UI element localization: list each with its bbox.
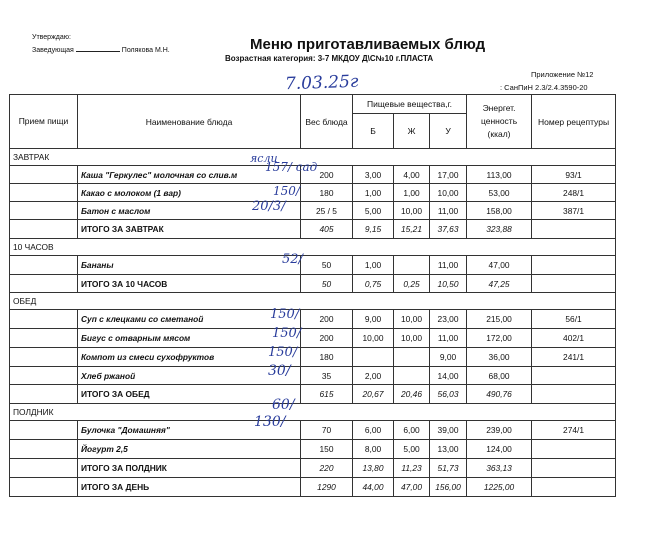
fat-value: 20,46 <box>394 385 430 404</box>
recipe-number <box>532 440 616 459</box>
col-protein: Б <box>353 114 394 149</box>
dish-name: Йогурт 2,5 <box>78 440 301 459</box>
total-row <box>10 385 616 404</box>
fat-value <box>394 367 430 385</box>
dish-name: Какао с молоком (1 вар) <box>78 184 301 202</box>
empty-meal-cell <box>10 256 78 275</box>
recipe-number <box>532 256 616 275</box>
carbs-value: 9,00 <box>430 348 467 367</box>
section-label: ПОЛДНИК <box>10 404 616 421</box>
recipe-number: 402/1 <box>532 329 616 348</box>
dish-name: Булочка "Домашняя" <box>78 421 301 440</box>
empty-meal-cell <box>10 385 78 404</box>
empty-meal-cell <box>10 166 78 184</box>
dish-row <box>10 440 616 459</box>
recipe-number: 387/1 <box>532 202 616 220</box>
handwritten-date: 7.03.25г <box>284 71 359 95</box>
fat-value: 5,00 <box>394 440 430 459</box>
dish-row <box>10 367 616 385</box>
col-meal: Прием пищи <box>10 95 78 149</box>
section-label: ЗАВТРАК <box>10 149 616 166</box>
carbs-value: 156,00 <box>430 478 467 497</box>
dish-row <box>10 256 616 275</box>
dish-row <box>10 202 616 220</box>
col-energy: Энергет. ценность (ккал) <box>467 95 532 149</box>
recipe-number <box>532 478 616 497</box>
empty-meal-cell <box>10 421 78 440</box>
dish-name: Батон с маслом <box>78 202 301 220</box>
menu-rows <box>10 149 616 497</box>
carbs-value: 13,00 <box>430 440 467 459</box>
recipe-number <box>532 275 616 293</box>
dish-weight: 615 <box>301 385 353 404</box>
head-label: Заведующая <box>32 47 74 54</box>
recipe-number: 56/1 <box>532 310 616 329</box>
fat-value: 1,00 <box>394 184 430 202</box>
fat-value: 6,00 <box>394 421 430 440</box>
fat-value: 0,25 <box>394 275 430 293</box>
fat-value: 15,21 <box>394 220 430 239</box>
carbs-value: 11,00 <box>430 202 467 220</box>
protein-value: 13,80 <box>353 459 394 478</box>
dish-name: Хлеб ржаной <box>78 367 301 385</box>
fat-value: 11,23 <box>394 459 430 478</box>
dish-weight: 405 <box>301 220 353 239</box>
protein-value: 6,00 <box>353 421 394 440</box>
recipe-number: 248/1 <box>532 184 616 202</box>
handwritten-note: ясли <box>250 151 278 165</box>
carbs-value: 17,00 <box>430 166 467 184</box>
fat-value: 10,00 <box>394 329 430 348</box>
handwritten-note: 52/ <box>282 251 303 267</box>
protein-value: 9,15 <box>353 220 394 239</box>
fat-value: 10,00 <box>394 202 430 220</box>
energy-value: 36,00 <box>467 348 532 367</box>
energy-value: 113,00 <box>467 166 532 184</box>
dish-row <box>10 329 616 348</box>
energy-value: 215,00 <box>467 310 532 329</box>
approved-label: Утверждаю: <box>32 34 71 41</box>
protein-value: 3,00 <box>353 166 394 184</box>
handwritten-note: 60/ <box>272 396 295 413</box>
handwritten-note: 150/ <box>270 306 300 322</box>
col-carbs: У <box>430 114 467 149</box>
energy-value: 47,25 <box>467 275 532 293</box>
head-name: Полякова М.Н. <box>121 47 170 54</box>
carbs-value: 37,63 <box>430 220 467 239</box>
dish-weight: 50 <box>301 256 353 275</box>
handwritten-note: 130/ <box>254 413 286 430</box>
dish-weight: 1290 <box>301 478 353 497</box>
section-row <box>10 239 616 256</box>
energy-value: 323,88 <box>467 220 532 239</box>
recipe-number: 274/1 <box>532 421 616 440</box>
energy-value: 172,00 <box>467 329 532 348</box>
total-row <box>10 220 616 239</box>
fat-value <box>394 348 430 367</box>
recipe-number <box>532 220 616 239</box>
protein-value: 2,00 <box>353 367 394 385</box>
empty-meal-cell <box>10 459 78 478</box>
dish-name: ИТОГО ЗА ПОЛДНИК <box>78 459 301 478</box>
col-fat: Ж <box>394 114 430 149</box>
carbs-value: 10,00 <box>430 184 467 202</box>
energy-value: 363,13 <box>467 459 532 478</box>
handwritten-note: 30/ <box>268 362 291 379</box>
energy-value: 1225,00 <box>467 478 532 497</box>
carbs-value: 11,00 <box>430 329 467 348</box>
carbs-value: 23,00 <box>430 310 467 329</box>
empty-meal-cell <box>10 202 78 220</box>
protein-value: 5,00 <box>353 202 394 220</box>
dish-weight: 200 <box>301 329 353 348</box>
handwritten-note: 20/3/ <box>252 198 286 214</box>
carbs-value: 14,00 <box>430 367 467 385</box>
page-title: Меню приготавливаемых блюд <box>250 36 486 53</box>
carbs-value: 56,03 <box>430 385 467 404</box>
total-row <box>10 478 616 497</box>
dish-name: ИТОГО ЗА ЗАВТРАК <box>78 220 301 239</box>
protein-value: 1,00 <box>353 184 394 202</box>
age-category: Возрастная категория: 3-7 МКДОУ Д\С№10 г.ПЛАСТА <box>225 54 434 63</box>
total-row <box>10 275 616 293</box>
energy-value: 239,00 <box>467 421 532 440</box>
signature-blank <box>76 51 120 52</box>
dish-name: Каша "Геркулес" молочная со слив.м <box>78 166 301 184</box>
energy-value: 68,00 <box>467 367 532 385</box>
section-row <box>10 293 616 310</box>
head-signature-line <box>32 47 170 54</box>
dish-name: Бананы <box>78 256 301 275</box>
carbs-value: 39,00 <box>430 421 467 440</box>
col-nutrients: Пищевые вещества,г. <box>353 95 467 114</box>
fat-value <box>394 256 430 275</box>
carbs-value: 10,50 <box>430 275 467 293</box>
header-row <box>10 95 616 114</box>
handwritten-note: 150/ <box>273 183 300 198</box>
empty-meal-cell <box>10 478 78 497</box>
recipe-number <box>532 367 616 385</box>
energy-value: 490,76 <box>467 385 532 404</box>
dish-row <box>10 348 616 367</box>
protein-value: 20,67 <box>353 385 394 404</box>
handwritten-note: 150/ <box>272 325 302 341</box>
recipe-number: 93/1 <box>532 166 616 184</box>
empty-meal-cell <box>10 184 78 202</box>
empty-meal-cell <box>10 310 78 329</box>
energy-value: 47,00 <box>467 256 532 275</box>
dish-name: Компот из смеси сухофруктов <box>78 348 301 367</box>
fat-value: 4,00 <box>394 166 430 184</box>
dish-weight: 25 / 5 <box>301 202 353 220</box>
fat-value: 10,00 <box>394 310 430 329</box>
dish-weight: 70 <box>301 421 353 440</box>
carbs-value: 51,73 <box>430 459 467 478</box>
col-dish: Наименование блюда <box>78 95 301 149</box>
carbs-value: 11,00 <box>430 256 467 275</box>
handwritten-note: 157/ сад <box>265 159 318 174</box>
protein-value: 9,00 <box>353 310 394 329</box>
dish-name: ИТОГО ЗА ДЕНЬ <box>78 478 301 497</box>
protein-value: 1,00 <box>353 256 394 275</box>
protein-value: 8,00 <box>353 440 394 459</box>
appendix-label: Приложение №12 <box>531 70 594 79</box>
dish-weight: 35 <box>301 367 353 385</box>
dish-weight: 200 <box>301 310 353 329</box>
section-row <box>10 404 616 421</box>
menu-table <box>9 94 616 497</box>
dish-row <box>10 310 616 329</box>
dish-name: Суп с клецками со сметаной <box>78 310 301 329</box>
dish-weight: 180 <box>301 184 353 202</box>
empty-meal-cell <box>10 348 78 367</box>
col-recipe: Номер рецептуры <box>532 95 616 149</box>
dish-weight: 50 <box>301 275 353 293</box>
energy-value: 53,00 <box>467 184 532 202</box>
dish-weight: 220 <box>301 459 353 478</box>
empty-meal-cell <box>10 275 78 293</box>
dish-name: Бигус с отварным мясом <box>78 329 301 348</box>
energy-value: 158,00 <box>467 202 532 220</box>
dish-weight: 180 <box>301 348 353 367</box>
col-weight: Вес блюда <box>301 95 353 149</box>
section-label: 10 ЧАСОВ <box>10 239 616 256</box>
protein-value: 44,00 <box>353 478 394 497</box>
dish-weight: 200 <box>301 166 353 184</box>
energy-value: 124,00 <box>467 440 532 459</box>
dish-row <box>10 421 616 440</box>
recipe-number <box>532 385 616 404</box>
protein-value: 10,00 <box>353 329 394 348</box>
sanpin-label: : СанПиН 2.3/2.4.3590-20 <box>500 83 588 92</box>
protein-value: 0,75 <box>353 275 394 293</box>
dish-name: ИТОГО ЗА ОБЕД <box>78 385 301 404</box>
dish-row <box>10 184 616 202</box>
handwritten-note: 150/ <box>268 344 298 360</box>
empty-meal-cell <box>10 440 78 459</box>
dish-weight: 150 <box>301 440 353 459</box>
empty-meal-cell <box>10 329 78 348</box>
fat-value: 47,00 <box>394 478 430 497</box>
protein-value <box>353 348 394 367</box>
empty-meal-cell <box>10 367 78 385</box>
total-row <box>10 459 616 478</box>
empty-meal-cell <box>10 220 78 239</box>
recipe-number: 241/1 <box>532 348 616 367</box>
dish-name: ИТОГО ЗА 10 ЧАСОВ <box>78 275 301 293</box>
section-label: ОБЕД <box>10 293 616 310</box>
recipe-number <box>532 459 616 478</box>
